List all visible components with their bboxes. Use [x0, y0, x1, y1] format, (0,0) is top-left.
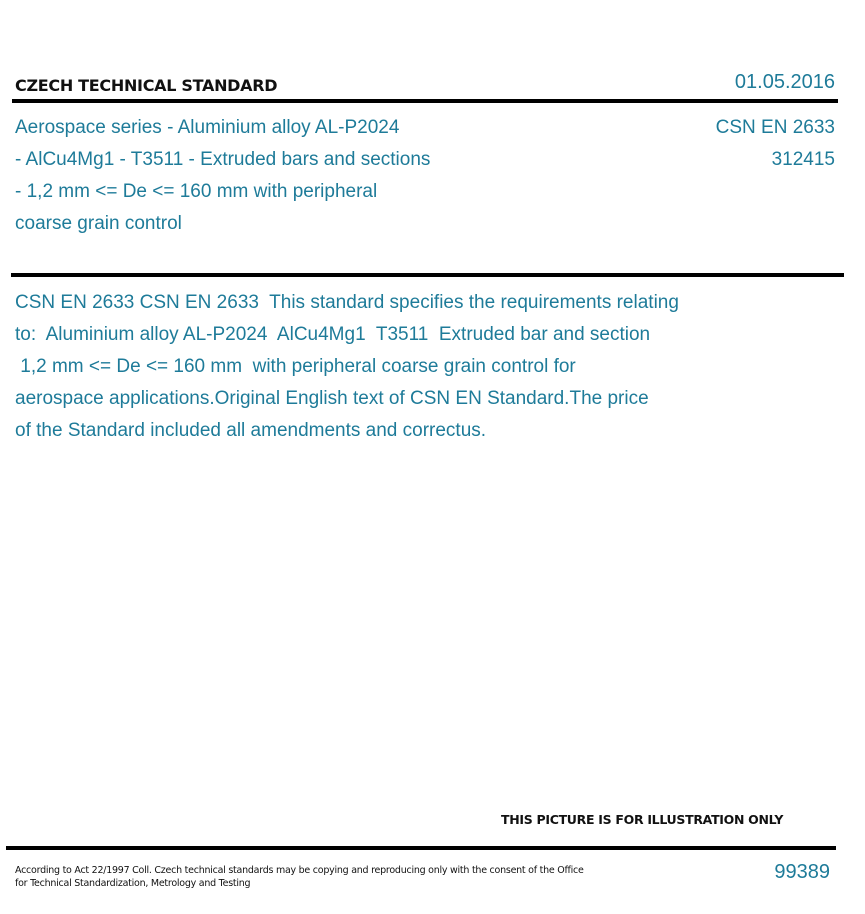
description-line-2: to: Aluminium alloy AL-P2024 AlCu4Mg1 T3511 Extruded bar and section [15, 324, 651, 345]
illustration-disclaimer: THIS PICTURE IS FOR ILLUSTRATION ONLY [501, 812, 784, 827]
title-line-1: Aerospace series - Aluminium alloy AL-P2024 [15, 117, 400, 138]
catalog-number: 312415 [771, 149, 835, 170]
title-line-3: - 1,2 mm <= De <= 160 mm with peripheral [15, 181, 378, 202]
title-line-4: coarse grain control [15, 213, 182, 234]
description-line-1: CSN EN 2633 CSN EN 2633 This standard specifies the requirements relating [15, 292, 679, 313]
description-line-5: of the Standard included all amendments and correctus. [15, 420, 487, 441]
legal-notice-line-2: for Technical Standardization, Metrology and Testing [15, 878, 251, 889]
footer-divider [6, 846, 836, 850]
title-divider [11, 273, 844, 277]
publication-date: 01.05.2016 [734, 71, 835, 93]
legal-notice-line-1: According to Act 22/1997 Coll. Czech technical standards may be copying and reproducing only with the consent of the Office [15, 865, 584, 876]
standard-code: CSN EN 2633 [715, 117, 835, 138]
standard-type-label: CZECH TECHNICAL STANDARD [15, 76, 278, 95]
description-line-4: aerospace applications.Original English text of CSN EN Standard.The price [15, 388, 649, 409]
header-divider [12, 99, 838, 103]
document-number: 99389 [774, 861, 830, 883]
title-line-2: - AlCu4Mg1 - T3511 - Extruded bars and sections [15, 149, 431, 170]
description-line-3: 1,2 mm <= De <= 160 mm with peripheral coarse grain control for [15, 356, 576, 377]
